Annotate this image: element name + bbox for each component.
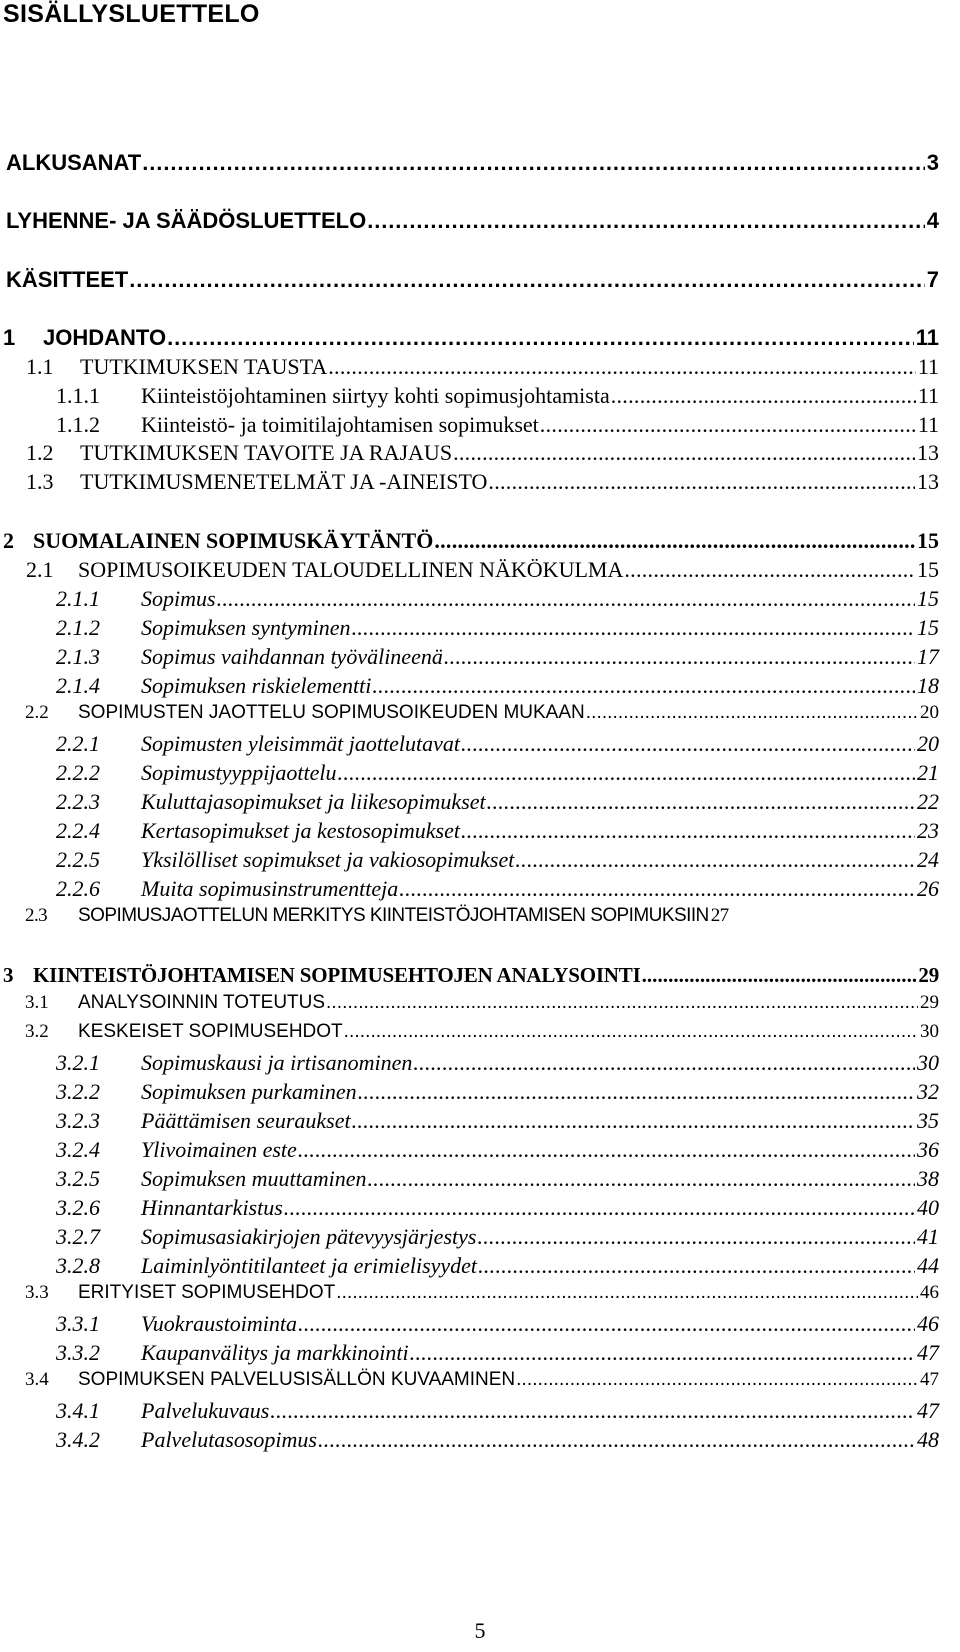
toc-entry[interactable] (0, 1195, 960, 1221)
toc-page: 32 (917, 1079, 939, 1104)
toc-leader (540, 412, 916, 438)
toc-entry[interactable] (0, 847, 960, 873)
toc-label: TUTKIMUSMENETELMÄT JA -AINEISTO (80, 469, 488, 494)
toc-entry[interactable] (0, 557, 960, 583)
toc-label: Sopimusasiakirjojen pätevyysjärjestys (141, 1224, 477, 1249)
toc-number: 3.2.4 (56, 1137, 100, 1162)
toc-entry[interactable] (0, 702, 960, 724)
toc-label: Sopimusten yleisimmät jaottelutavat (141, 731, 460, 756)
toc-leader (344, 1021, 918, 1043)
toc-number: 2.2.5 (56, 847, 100, 872)
toc-number: 2.2.3 (56, 789, 100, 814)
toc-number: 2.3 (25, 905, 48, 926)
toc-number: 2.1 (26, 557, 54, 582)
toc-label: Sopimuskausi ja irtisanominen (141, 1050, 413, 1075)
toc-number: 2.2 (25, 702, 49, 723)
toc-label: Kiinteistöjohtaminen siirtyy kohti sopimusjohtamista (141, 383, 610, 408)
toc-page: 11 (917, 383, 939, 408)
toc-number: 3.2.1 (56, 1050, 100, 1075)
toc-leader (488, 469, 915, 495)
toc-entry[interactable] (0, 325, 960, 351)
toc-entry[interactable] (0, 150, 960, 176)
toc-entry[interactable] (0, 1398, 960, 1424)
toc-page: 24 (917, 847, 939, 872)
toc-label: KÄSITTEET (6, 267, 129, 292)
toc-entry[interactable] (0, 1369, 960, 1391)
toc-label: Sopimuksen syntyminen (141, 615, 351, 640)
toc-label: Sopimus vaihdannan työvälineenä (141, 644, 443, 669)
toc-page: 11 (915, 325, 939, 350)
toc-number: 3.1 (25, 992, 49, 1013)
toc-number: 1 (3, 325, 16, 350)
toc-leader (270, 1398, 915, 1424)
toc-page: 47 (917, 1340, 939, 1365)
toc-leader (142, 150, 925, 176)
toc-label: Kuluttajasopimukset ja liikesopimukset (141, 789, 486, 814)
toc-number: 2 (3, 528, 14, 553)
toc-page: 4 (926, 208, 939, 233)
toc-number: 2.2.6 (56, 876, 100, 901)
toc-entry[interactable] (0, 354, 960, 380)
toc-page: 26 (917, 876, 939, 901)
toc-entry[interactable] (0, 1108, 960, 1134)
toc-page: 15 (917, 615, 939, 640)
toc-entry[interactable] (0, 818, 960, 844)
toc-page: 20 (920, 702, 939, 723)
toc-number: 1.2 (26, 440, 54, 465)
toc-page: 13 (917, 469, 939, 494)
toc-label: ERITYISET SOPIMUSEHDOT (78, 1282, 336, 1303)
toc-page: 46 (920, 1282, 939, 1303)
toc-entry[interactable] (0, 1282, 960, 1304)
toc-label: Sopimuksen muuttaminen (141, 1166, 367, 1191)
toc-leader (410, 1340, 915, 1366)
toc-leader (352, 615, 915, 641)
toc-page: 35 (917, 1108, 939, 1133)
toc-entry[interactable] (0, 1079, 960, 1105)
toc-page: 15 (917, 586, 939, 611)
toc-leader (461, 731, 915, 757)
toc-page: 15 (917, 528, 939, 553)
toc-page: 3 (926, 150, 939, 175)
toc-leader (298, 1311, 915, 1337)
toc-page: 11 (917, 354, 939, 379)
toc-number: 3.2 (25, 1021, 49, 1042)
toc-entry[interactable] (0, 673, 960, 699)
toc-leader (515, 847, 915, 873)
toc-entry[interactable] (0, 789, 960, 815)
toc-page: 11 (917, 412, 939, 437)
toc-label: Laiminlyöntitilanteet ja erimielisyydet (141, 1253, 478, 1278)
toc-label: SOPIMUSOIKEUDEN TALOUDELLINEN NÄKÖKULMA (78, 557, 624, 582)
toc-entry[interactable] (0, 731, 960, 757)
toc-number: 2.2.1 (56, 731, 100, 756)
toc-entry[interactable] (0, 586, 960, 612)
toc-entry[interactable] (0, 963, 960, 988)
toc-leader (336, 1282, 918, 1304)
toc-entry[interactable] (0, 1340, 960, 1366)
toc-number: 1.1.2 (56, 412, 100, 437)
toc-number: 2.1.3 (56, 644, 100, 669)
page-number: 5 (474, 1618, 486, 1643)
toc-leader (516, 1369, 918, 1391)
toc-entry[interactable] (0, 992, 960, 1014)
toc-leader (352, 1108, 915, 1134)
toc-label: Palvelutasosopimus (141, 1427, 317, 1452)
toc-entry[interactable] (0, 267, 960, 293)
toc-page: 15 (917, 557, 939, 582)
toc-leader (367, 208, 925, 234)
toc-leader (586, 702, 918, 724)
toc-page: 17 (917, 644, 939, 669)
toc-label: ALKUSANAT (6, 150, 142, 175)
toc-label: SOPIMUSJAOTTELUN MERKITYS KIINTEISTÖJOHTAMISEN SOPIMUKSIIN (78, 905, 709, 926)
toc-label: SOPIMUSTEN JAOTTELU SOPIMUSOIKEUDEN MUKAAN (78, 702, 585, 723)
toc-page: 46 (917, 1311, 939, 1336)
toc-entry[interactable] (0, 1311, 960, 1337)
toc-entry[interactable] (0, 383, 960, 409)
toc-entry[interactable] (0, 1253, 960, 1279)
toc-leader (611, 383, 916, 409)
toc-page: 47 (917, 1398, 939, 1423)
toc-leader (461, 818, 915, 844)
toc-leader (624, 557, 915, 583)
toc-label: LYHENNE- JA SÄÄDÖSLUETTELO (6, 208, 367, 233)
toc-page: 21 (917, 760, 939, 785)
toc-number: 3 (3, 963, 14, 987)
toc-page: 36 (917, 1137, 939, 1162)
toc-page: 44 (917, 1253, 939, 1278)
toc-entry[interactable] (0, 440, 960, 466)
toc-label: Sopimuksen riskielementti (141, 673, 372, 698)
toc-leader (326, 992, 918, 1014)
toc-leader (444, 644, 915, 670)
toc-entry[interactable] (0, 1021, 960, 1043)
toc-label: Muita sopimusinstrumentteja (141, 876, 399, 901)
toc-page: 40 (917, 1195, 939, 1220)
toc-label: Yksilölliset sopimukset ja vakiosopimukset (141, 847, 515, 872)
toc-page: 7 (926, 267, 939, 292)
toc-number: 2.2.2 (56, 760, 100, 785)
toc-page: 18 (917, 673, 939, 698)
toc-leader (372, 673, 915, 699)
toc-label: Sopimuksen purkaminen (141, 1079, 357, 1104)
toc-entry[interactable] (0, 1050, 960, 1076)
toc-page: 30 (920, 1021, 939, 1042)
toc-label: SOPIMUKSEN PALVELUSISÄLLÖN KUVAAMINEN (78, 1369, 516, 1390)
toc-leader (487, 789, 915, 815)
toc-number: 3.2.8 (56, 1253, 100, 1278)
toc-leader (167, 325, 914, 351)
toc-label: TUTKIMUKSEN TAVOITE JA RAJAUS (80, 440, 453, 465)
toc-label: Kiinteistö- ja toimitilajohtamisen sopimukset (141, 412, 539, 437)
toc-entry[interactable] (0, 905, 960, 927)
toc-page: 22 (917, 789, 939, 814)
toc-label: KIINTEISTÖJOHTAMISEN SOPIMUSEHTOJEN ANALYSOINTI (33, 963, 641, 987)
toc-page: 20 (917, 731, 939, 756)
toc-label: KESKEISET SOPIMUSEHDOT (78, 1021, 343, 1042)
toc-leader (413, 1050, 915, 1076)
toc-label: Ylivoimainen este (141, 1137, 297, 1162)
toc-number: 3.3.2 (56, 1340, 100, 1365)
toc-page: 23 (917, 818, 939, 843)
toc-number: 2.1.4 (56, 673, 100, 698)
toc-leader (642, 963, 917, 988)
toc-entry[interactable] (0, 412, 960, 438)
toc-number: 1.1.1 (56, 383, 100, 408)
toc-number: 3.2.3 (56, 1108, 100, 1133)
toc-number: 3.2.5 (56, 1166, 100, 1191)
toc-page: 48 (917, 1427, 939, 1452)
toc-label: Hinnantarkistus (141, 1195, 283, 1220)
toc-leader (399, 876, 915, 902)
toc-leader (328, 354, 916, 380)
toc-entry[interactable] (0, 208, 960, 234)
toc-page: 13 (917, 440, 939, 465)
toc-leader (478, 1253, 915, 1279)
toc-label: JOHDANTO (43, 325, 167, 350)
toc-entry[interactable] (0, 469, 960, 495)
toc-leader (453, 440, 915, 466)
toc-entry[interactable] (0, 644, 960, 670)
toc-page: 41 (917, 1224, 939, 1249)
toc-page: 30 (917, 1050, 939, 1075)
toc-number: 3.2.7 (56, 1224, 100, 1249)
toc-leader (477, 1224, 915, 1250)
toc-label: ANALYSOINNIN TOTEUTUS (78, 992, 326, 1013)
toc-label: SUOMALAINEN SOPIMUSKÄYTÄNTÖ (33, 528, 434, 553)
toc-number: 2.2.4 (56, 818, 100, 843)
toc-leader (129, 267, 925, 293)
toc-leader (284, 1195, 915, 1221)
toc-label: Palvelukuvaus (141, 1398, 270, 1423)
toc-label: Päättämisen seuraukset (141, 1108, 351, 1133)
toc-number: 2.1.2 (56, 615, 100, 640)
toc-page: 38 (917, 1166, 939, 1191)
toc-leader (434, 528, 915, 554)
toc-number: 3.4 (25, 1369, 49, 1390)
toc-leader (367, 1166, 915, 1192)
toc-number: 3.2.2 (56, 1079, 100, 1104)
toc-page: 27 (710, 905, 729, 926)
toc-number: 3.4.1 (56, 1398, 100, 1423)
toc-label: TUTKIMUKSEN TAUSTA (80, 354, 328, 379)
toc-entry[interactable] (0, 760, 960, 786)
page-title: SISÄLLYSLUETTELO (3, 0, 260, 28)
toc-entry[interactable] (0, 1427, 960, 1453)
toc-number: 3.4.2 (56, 1427, 100, 1452)
toc-leader (338, 760, 915, 786)
toc-entry[interactable] (0, 1166, 960, 1192)
toc-leader (318, 1427, 915, 1453)
toc-leader (298, 1137, 915, 1163)
toc-page: 47 (920, 1369, 939, 1390)
toc-page: 29 (918, 963, 939, 987)
toc-label: Kertasopimukset ja kestosopimukset (141, 818, 460, 843)
toc-label: Vuokraustoiminta (141, 1311, 298, 1336)
toc-entry[interactable] (0, 1224, 960, 1250)
toc-page: 29 (920, 992, 939, 1013)
toc-entry[interactable] (0, 876, 960, 902)
toc-leader (358, 1079, 915, 1105)
toc-number: 3.2.6 (56, 1195, 100, 1220)
toc-label: Sopimustyyppijaottelu (141, 760, 337, 785)
toc-entry[interactable] (0, 615, 960, 641)
toc-entry[interactable] (0, 1137, 960, 1163)
toc-leader (217, 586, 915, 612)
toc-entry[interactable] (0, 528, 960, 554)
toc-label: Kaupanvälitys ja markkinointi (141, 1340, 409, 1365)
toc-number: 1.1 (26, 354, 54, 379)
toc-number: 1.3 (26, 469, 54, 494)
toc-number: 2.1.1 (56, 586, 100, 611)
toc-number: 3.3.1 (56, 1311, 100, 1336)
toc-label: Sopimus (141, 586, 216, 611)
toc-number: 3.3 (25, 1282, 49, 1303)
